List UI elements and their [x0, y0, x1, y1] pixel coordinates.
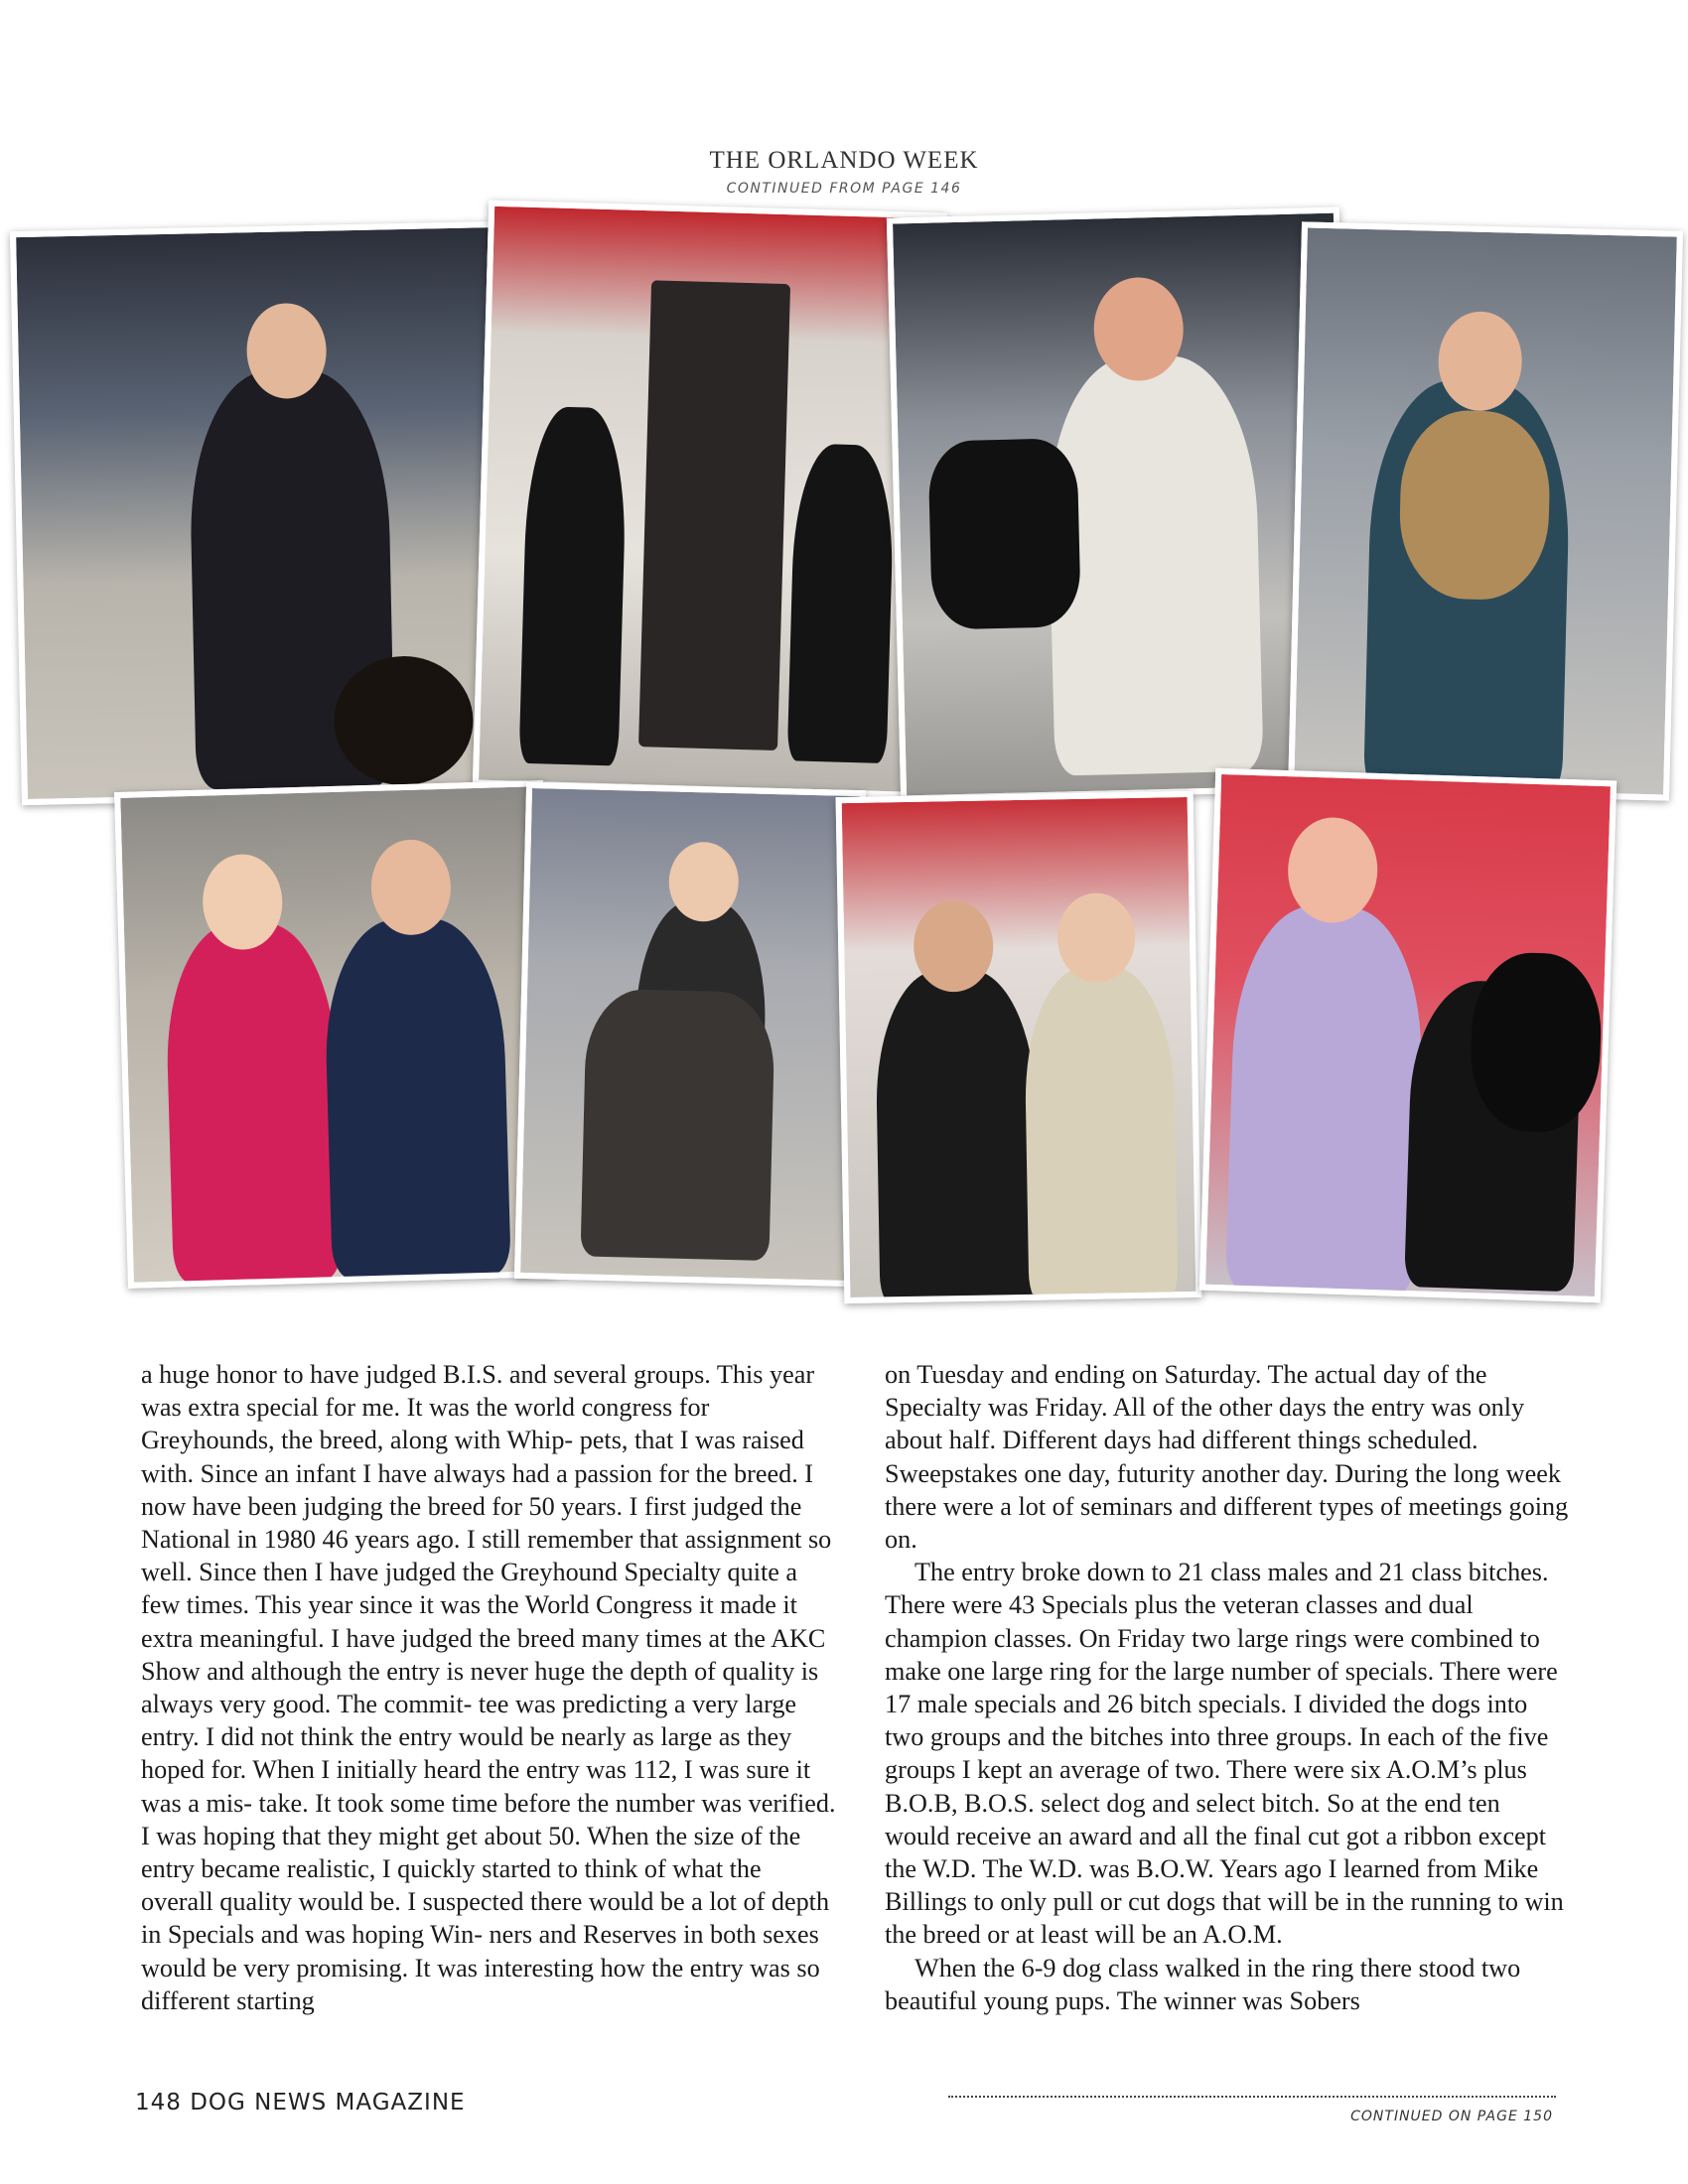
dog-figure: [1398, 409, 1552, 602]
photo-man-grooming-black-dog: [887, 207, 1353, 802]
article-paragraph: The entry broke down to 21 class males and 21 class bitches. There were 43 Specials plus the veteran classes and dual champion classes. On Friday two large rings were combined to make one large ring for the large number of specials. There were 17 male specials and 26 bitch specials. I divided the dogs into two groups and the bitches into three groups. In each of the five groups I kept an average of two. There were six A.O.M’s plus B.O.B, B.O.S. select dog and select bitch. So at the end ten would receive an award and all the final cut got a ribbon except the W.D. The W.D. was B.O.W. Years ago I learned from Mike Billings to only pull or cut dogs that will be in the running to win the breed or at least will be an A.O.M.: [885, 1558, 1564, 1950]
continued-on-note: CONTINUED ON PAGE 150: [1350, 2109, 1553, 2124]
article-column-left: [141, 1358, 836, 2113]
person-figure: [323, 916, 511, 1279]
photo-man-with-rottweiler: [10, 221, 514, 805]
dog-figure: [1469, 951, 1604, 1134]
person-figure: [1225, 904, 1426, 1297]
stroller-figure: [581, 988, 776, 1261]
person-figure: [875, 969, 1040, 1303]
person-figure: [787, 443, 896, 763]
dog-figure: [927, 438, 1081, 630]
banner-figure: [638, 280, 790, 751]
article-column-right: [885, 1358, 1570, 2113]
person-figure: [164, 921, 343, 1284]
footer-divider: [948, 2096, 1556, 2098]
section-title: THE ORLANDO WEEK: [709, 147, 979, 174]
person-figure: [519, 406, 629, 766]
photo-woman-with-stroller: [514, 782, 866, 1287]
photo-woman-with-small-dog: [1288, 221, 1683, 800]
person-figure: [1024, 966, 1179, 1303]
photo-couple-pink-and-navy: [114, 780, 557, 1289]
page-number-label: 148 DOG NEWS MAGAZINE: [135, 2090, 466, 2116]
article-paragraph: When the 6-9 dog class walked in the ring there stood two beautiful young pups. The winner was Sobers: [885, 1953, 1521, 2015]
photo-two-women-red-booth: [836, 791, 1202, 1303]
continued-from-note: CONTINUED FROM PAGE 146: [726, 181, 962, 197]
photo-man-and-woman-black-dog: [1199, 768, 1617, 1302]
photo-two-women-st-john-banner: [473, 201, 947, 799]
article-paragraph: on Tuesday and ending on Saturday. The actual day of the Specialty was Friday. All of the other days the entry was only about half. Different days had different things scheduled. Sweepstakes one day, futurity another day. During the long week there were a lot of seminars and different types of meetings going on.: [885, 1360, 1569, 1555]
article-paragraph: a huge honor to have judged B.I.S. and several groups. This year was extra special for me. It was the world congress for Greyhounds, the breed, along with Whip- pets, that I was raised with. Since an infant I have always had a passion for the breed. I now have been judging the breed for 50 years. I first judged the National in 1980 46 years ago. I still remember that assignment so well. Since then I have judged the Greyhound Specialty quite a few times. This year since it was the World Congress it made it extra meaningful. I have judged the breed many times at the AKC Show and although the entry is never huge the depth of quality is always very good. The commit- tee was predicting a very large entry. I did not think the entry would be nearly as large as they hoped for. When I initially heard the entry was 112, I was sure it was a mis- take. It took some time before the number was verified. I was hoping that they might get about 50. When the size of the entry became realistic, I quickly started to think of what the overall quality would be. I suspected there would be a lot of depth in Specials and was hoping Win- ners and Reserves in both sexes would be very promising. It was interesting how the entry was so different starting: [141, 1360, 836, 2015]
